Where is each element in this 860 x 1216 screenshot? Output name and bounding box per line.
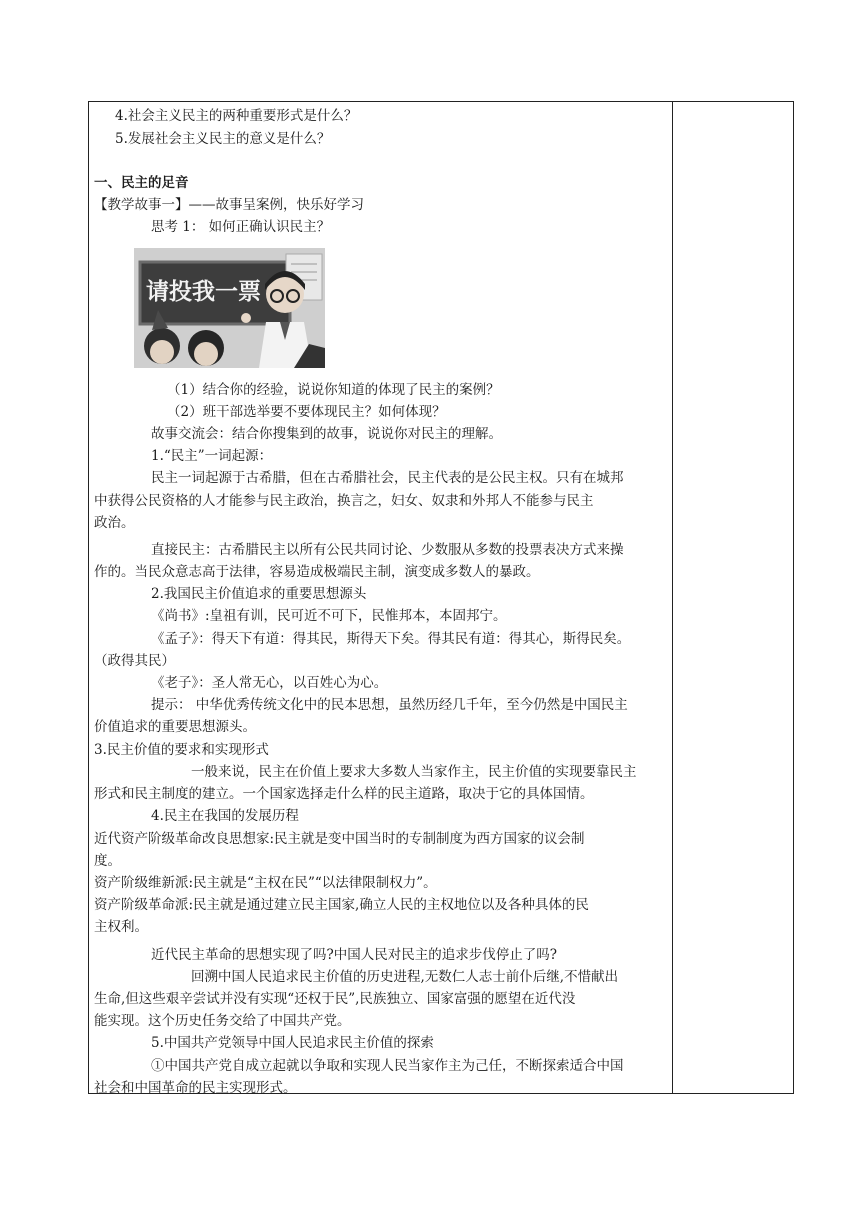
question-2: （2）班干部选举要不要体现民主？如何体现？	[167, 404, 446, 420]
point-5-para-line: 社会和中国革命的民主实现形式。	[94, 1080, 297, 1096]
hint-line: 提示： 中华优秀传统文化中的民本思想，虽然历经几千年，至今仍然是中国民主	[151, 697, 628, 713]
revolutionaries-line: 主权利。	[94, 919, 148, 935]
mengzi-quote: 《孟子》：得天下有道：得其民，斯得天下矣。得其民有道：得其心，斯得民矣。	[151, 631, 631, 647]
reformists-line: 度。	[94, 853, 121, 869]
history-para-line: 生命,但这些艰辛尝试并没有实现“还权于民”,民族独立、国家富强的愿望在近代没	[94, 991, 576, 1007]
point-1-title: 1.“民主”一词起源：	[151, 448, 273, 464]
notes-column	[672, 102, 673, 1093]
document-table	[88, 101, 794, 1094]
point-1-para-line: 政治。	[94, 515, 135, 531]
revolutionaries-line: 资产阶级革命派:民主就是通过建立民主国家,确立人民的主权地位以及各种具体的民	[94, 897, 589, 913]
point-3-title: 3.民主价值的要求和实现形式	[94, 742, 269, 758]
question-1: （1）结合你的经验，说说你知道的体现了民主的案例？	[167, 382, 500, 398]
point-1-para-line: 民主一词起源于古希腊，但在古希腊社会，民主代表的是公民主权。只有在城邦	[151, 470, 624, 486]
direct-democracy-line: 作的。当民众意志高于法律，容易造成极端民主制，演变成多数人的暴政。	[94, 564, 540, 580]
direct-democracy-line: 直接民主：古希腊民主以所有公民共同讨论、少数服从多数的投票表决方式来操	[151, 542, 624, 558]
point-2-title: 2.我国民主价值追求的重要思想源头	[151, 586, 367, 602]
mengzi-quote-cont: （政得其民）	[94, 653, 175, 669]
point-3-para-line: 形式和民主制度的建立。一个国家选择走什么样的民主道路，取决于它的具体国情。	[94, 786, 594, 802]
board-text: 请投我一票	[146, 279, 261, 305]
laozi-quote: 《老子》：圣人常无心，以百姓心为心。	[151, 675, 388, 691]
point-4-title: 4.民主在我国的发展历程	[151, 808, 299, 824]
story-exchange: 故事交流会：结合你搜集到的故事，说说你对民主的理解。	[151, 426, 502, 442]
question-4: 4.社会主义民主的两种重要形式是什么？	[115, 108, 358, 124]
reflection-question: 近代民主革命的思想实现了吗?中国人民对民主的追求步伐停止了吗?	[151, 947, 557, 963]
reformers-line: 资产阶级维新派:民主就是“主权在民”“以法律限制权力”。	[94, 875, 437, 891]
history-para-line: 能实现。这个历史任务交给了中国共产党。	[94, 1013, 351, 1029]
point-5-title: 5.中国共产党领导中国人民追求民主价值的探索	[151, 1035, 434, 1051]
reformists-line: 近代资产阶级革命改良思想家:民主就是变中国当时的专制制度为西方国家的议会制	[94, 831, 585, 847]
story-title: 【教学故事一】——故事呈案例，快乐好学习	[94, 197, 364, 213]
point-1-para-line: 中获得公民资格的人才能参与民主政治，换言之，妇女、奴隶和外邦人不能参与民主	[94, 493, 594, 509]
think-prompt: 思考 1： 如何正确认识民主？	[151, 219, 331, 235]
shangshu-quote: 《尚书》:皇祖有训，民可近不可下，民惟邦本，本固邦宁。	[151, 608, 507, 624]
hint-line: 价值追求的重要思想源头。	[94, 719, 256, 735]
history-para-line: 回溯中国人民追求民主价值的历史进程,无数仁人志士前仆后继,不惜献出	[191, 969, 619, 985]
point-3-para-line: 一般来说，民主在价值上要求大多数人当家作主，民主价值的实现要靠民主	[191, 764, 637, 780]
point-5-para-line: ①中国共产党自成立起就以争取和实现人民当家作主为己任，不断探索适合中国	[151, 1058, 624, 1074]
section-heading: 一、民主的足音	[94, 175, 189, 191]
vote-for-me-illustration	[134, 248, 325, 368]
question-5: 5.发展社会主义民主的意义是什么？	[115, 131, 331, 147]
